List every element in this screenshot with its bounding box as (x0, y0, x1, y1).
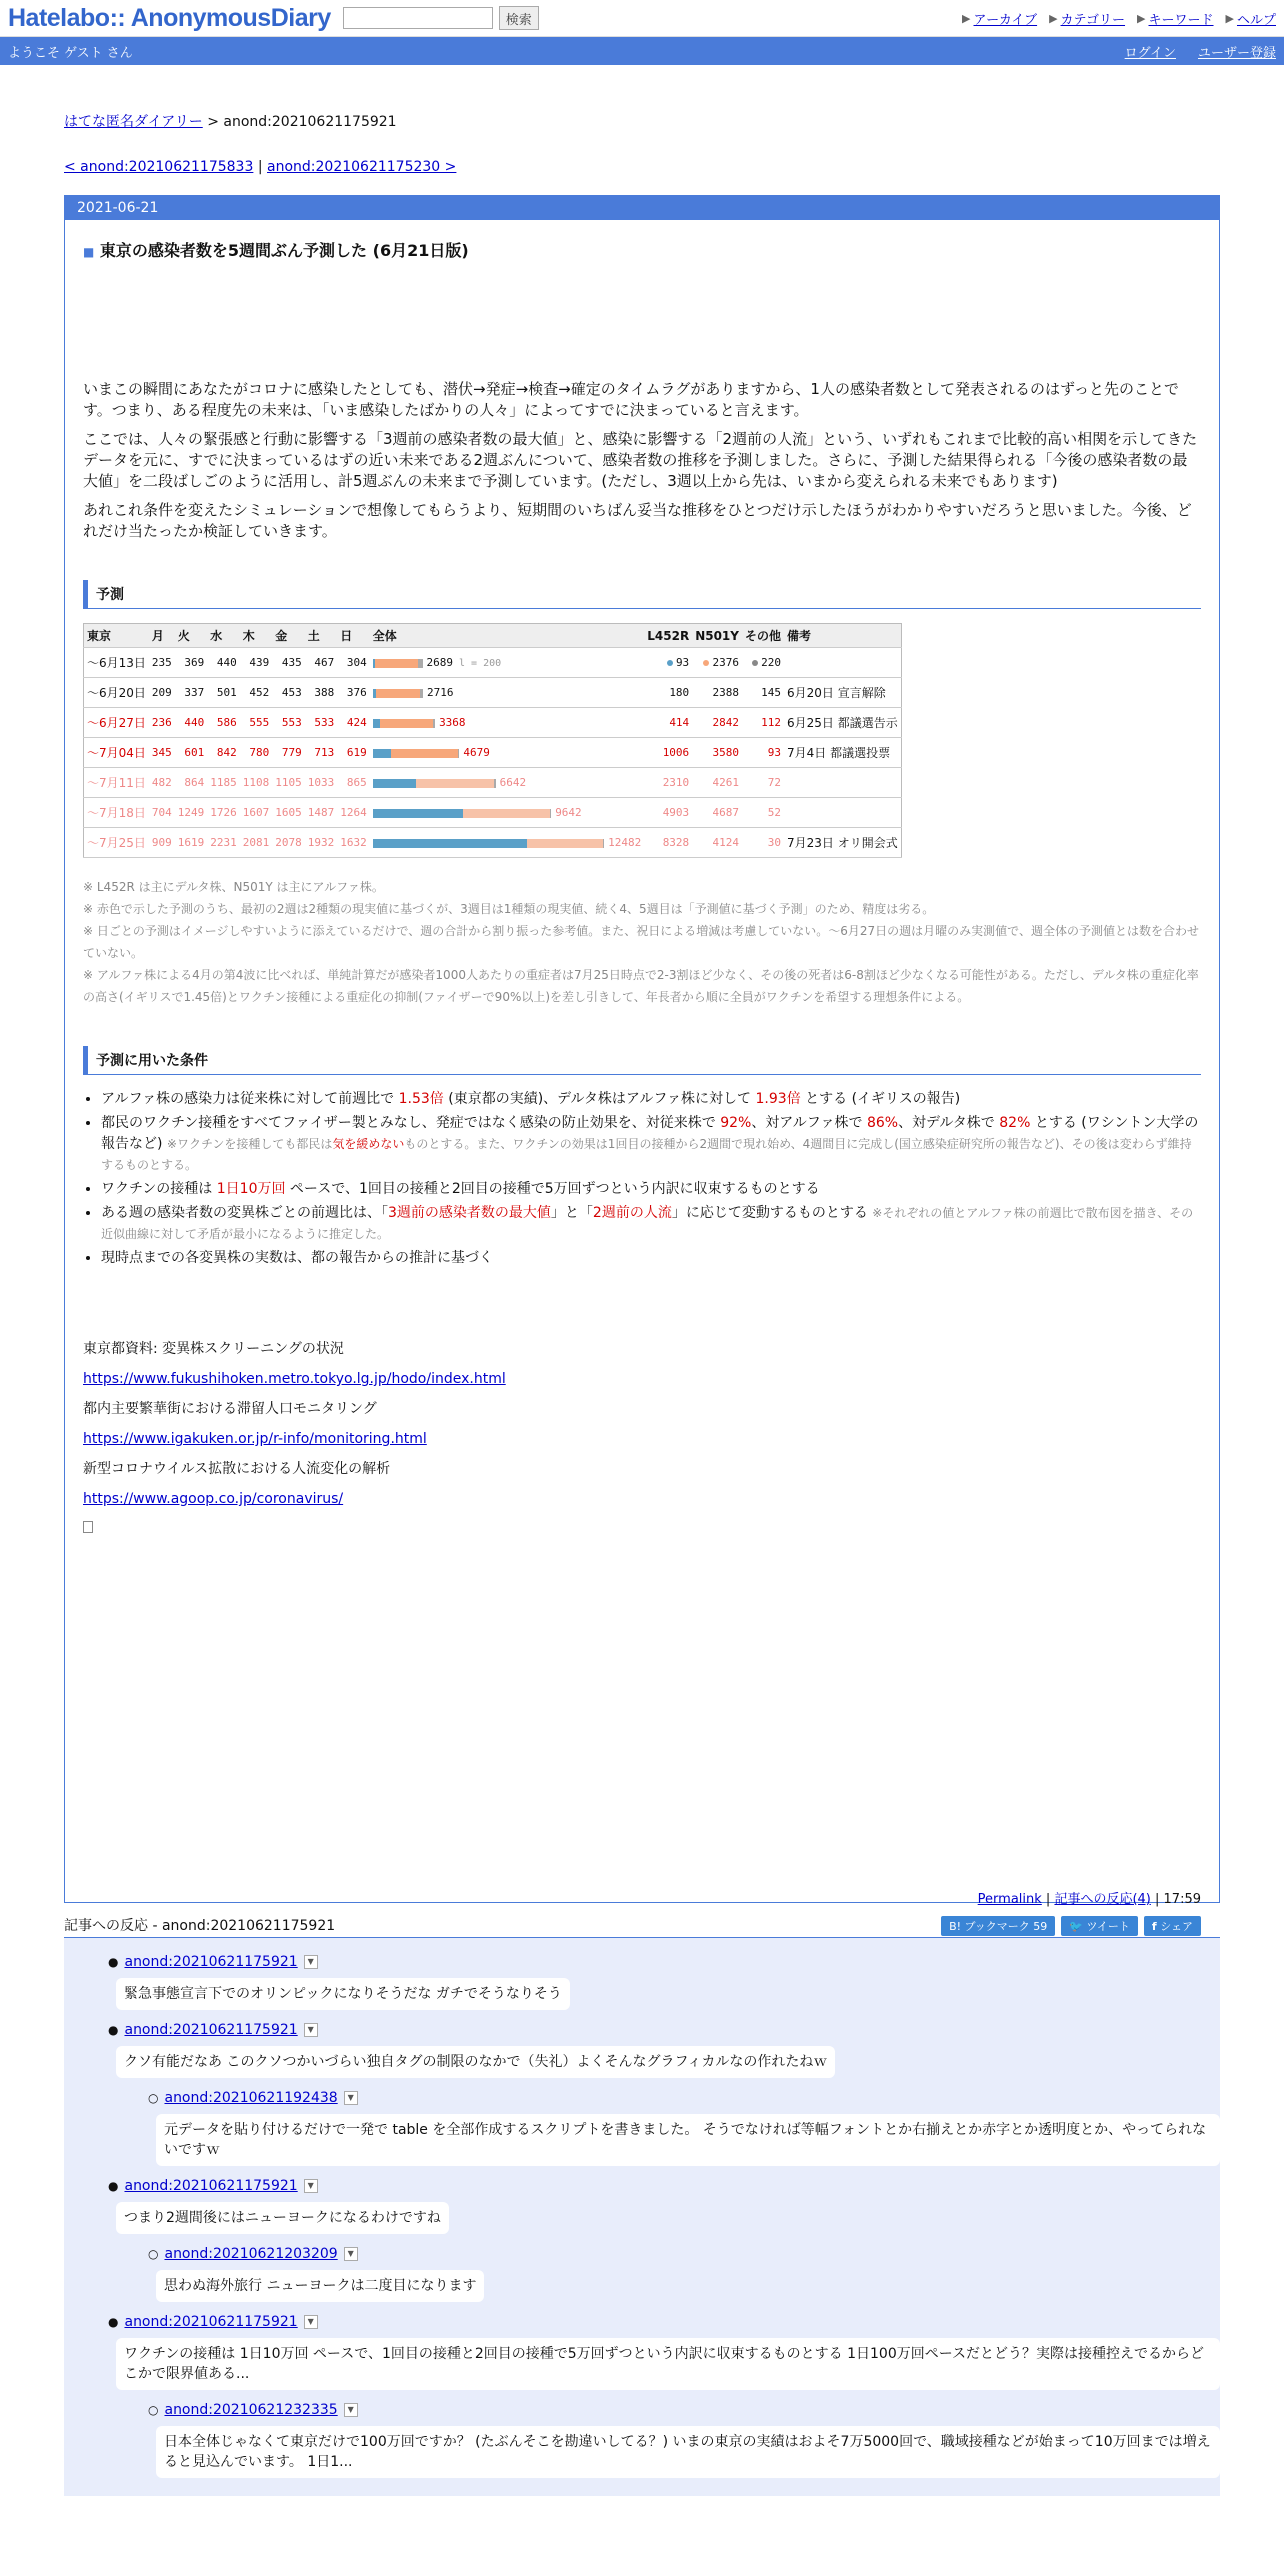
dropdown-icon[interactable]: ▼ (304, 2315, 318, 2329)
bar-n501y (391, 749, 457, 758)
condition-item: • アルファ株の感染力は従来株に対して前週比で 1.53倍 (東京都の実績)、デルタ株はアルファ株に対して 1.93倍 とする (イギリスの報告) (101, 1089, 1201, 1110)
table-cell: 7月23日 オリ開会式 (784, 828, 901, 858)
pager (64, 159, 1220, 175)
table-header: その他 (742, 624, 784, 648)
entry-title-text: 東京の感染者数を5週間ぶん予測した (6月21日版) (99, 241, 469, 260)
user-bar (0, 37, 1284, 65)
dropdown-icon[interactable]: ▼ (344, 2091, 358, 2105)
register-link[interactable]: ユーザー登録 (1197, 45, 1276, 61)
arrow-icon: ▶ (1049, 11, 1058, 25)
variant-value: 414 (669, 716, 690, 729)
reactions-link[interactable]: 記事への反応(4) (1054, 1892, 1151, 1907)
table-cell: 376 (337, 678, 370, 708)
note: ※ アルファ株による4月の第4波に比べれば、単純計算だが感染者1000人あたりの重症者は7月25日時点で2-3割ほど少なく、その後の死者は6-8割ほど少なくなる可能性がある。ただし、デルタ株の重症化率の高さ(イギリスで1.45倍)とワクチン接種による重症化の抑制(ファイザーで90%以上)を差し引きして、年長者から順に全員がワクチンを希望する理想条件による。 (83, 968, 1199, 1004)
variant-value: 4687 (712, 806, 739, 819)
breadcrumb-sep: > (202, 114, 224, 130)
entry (65, 238, 1219, 1544)
search-input[interactable] (343, 7, 493, 29)
table-cell (644, 768, 692, 798)
prediction-table (83, 623, 902, 858)
reaction-link[interactable]: anond:20210621175921 (124, 2022, 298, 2038)
table-cell: 6月20日 宣言解除 (784, 678, 901, 708)
variant-value: 3580 (712, 746, 739, 759)
bar-n501y (375, 659, 419, 668)
variant-value: 93 (767, 746, 781, 759)
total-value: 4679 (463, 746, 490, 759)
variant-value: 52 (767, 806, 781, 819)
table-cell (742, 708, 784, 738)
variant-value: 2388 (712, 686, 739, 699)
table-cell: 533 (305, 708, 338, 738)
dropdown-icon[interactable]: ▼ (304, 1955, 318, 1969)
scale-legend: l = 200 (459, 658, 502, 669)
tweet-button[interactable]: 🐦 ツイート (1061, 1916, 1138, 1936)
table-cell (644, 798, 692, 828)
greeting: ようこそ ゲスト さん (8, 45, 133, 61)
table-header: 水 (207, 624, 240, 648)
table-row (84, 708, 902, 738)
reaction-item (108, 2310, 1220, 2398)
variant-value: 2842 (712, 716, 739, 729)
table-header: 木 (240, 624, 273, 648)
reaction-link[interactable]: anond:20210621232335 (164, 2402, 338, 2418)
top-link[interactable] (1137, 9, 1213, 28)
table-cell (742, 648, 784, 678)
reaction-item (108, 1950, 1220, 2018)
bar-l452r (373, 719, 381, 728)
table-cell: ～7月11日 (84, 768, 149, 798)
table-cell: 1264 (337, 798, 370, 828)
table-header: 月 (149, 624, 175, 648)
note: ※ 日ごとの予測はイメージしやすいように添えているだけで、週の合計から割り振った参考値。また、祝日による増減は考慮していない。～6月27日の週は月曜のみ実測値で、週全体の予測値とは数を合わせていない。 (83, 924, 1199, 960)
table-cell (784, 768, 901, 798)
table-row (84, 768, 902, 798)
table-row (84, 648, 902, 678)
table-row (84, 828, 902, 858)
legend-dot-icon (667, 660, 673, 666)
table-cell: 6月25日 都議選告示 (784, 708, 901, 738)
entry-footer: Permalink | 記事への反応(4) | 17:59 (977, 1892, 1201, 1907)
arrow-icon: ▶ (1137, 11, 1146, 25)
embed-placeholder-icon[interactable] (83, 1521, 93, 1533)
search-button[interactable]: 検索 (499, 6, 539, 30)
table-cell: 865 (337, 768, 370, 798)
table-cell: 601 (175, 738, 208, 768)
sources (83, 1334, 1201, 1544)
table-cell: 619 (337, 738, 370, 768)
table-cell (692, 798, 742, 828)
note: ※ 赤色で示した予測のうち、最初の2週は2種類の現実値に基づくが、3週目は1種類の現実値、続く4、5週目は「予測値に基づく予測」のため、精度は劣る。 (83, 902, 935, 916)
total-value: 3368 (439, 716, 466, 729)
reaction-excerpt: 緊急事態宣言下でのオリンピックになりそうだな ガチでそうなりそう (116, 1978, 570, 2010)
arrow-icon: ▶ (962, 11, 971, 25)
top-link-label[interactable]: ヘルプ (1236, 12, 1276, 28)
table-cell (692, 648, 742, 678)
day-header: 2021-06-21 (65, 196, 1219, 220)
variant-value: 112 (761, 716, 781, 729)
total-value: 12482 (608, 836, 642, 849)
reaction-link[interactable]: anond:20210621192438 (164, 2090, 338, 2106)
table-cell: 1185 (207, 768, 240, 798)
prev-entry-link[interactable]: < anond:20210621175833 (64, 159, 254, 175)
breadcrumb-home[interactable]: はてな匿名ダイアリー (64, 114, 203, 130)
table-cell: 337 (175, 678, 208, 708)
circle-icon: ○ (148, 2091, 159, 2105)
variant-value: 72 (767, 776, 781, 789)
table-header: 土 (305, 624, 338, 648)
table-header: L452R (644, 624, 692, 648)
table-cell (644, 708, 692, 738)
note: ※ L452R は主にデルタ株、N501Y は主にアルファ株。 (83, 880, 384, 894)
bar-n501y (376, 689, 420, 698)
table-cell: 388 (305, 678, 338, 708)
table-cell: 1249 (175, 798, 208, 828)
variant-value: 30 (767, 836, 781, 849)
table-cell: 780 (240, 738, 273, 768)
bullet-icon: ● (108, 2179, 119, 2193)
table-cell (370, 738, 644, 768)
circle-icon: ○ (148, 2247, 159, 2261)
table-cell (370, 768, 644, 798)
bar-other (433, 719, 435, 728)
total-value: 2689 (426, 656, 454, 669)
table-cell (370, 798, 644, 828)
variant-value: 2376 (712, 656, 739, 669)
variant-value: 145 (761, 686, 781, 699)
table-cell: 1033 (305, 768, 338, 798)
table-cell: 439 (240, 648, 273, 678)
arrow-icon: ▶ (1225, 11, 1234, 25)
top-link[interactable] (962, 9, 1037, 28)
reactions (64, 1938, 1220, 2496)
table-row (84, 678, 902, 708)
table-cell: 236 (149, 708, 175, 738)
bar-l452r (373, 779, 416, 788)
reaction-excerpt: つまり2週間後にはニューヨークになるわけですね (116, 2202, 449, 2234)
total-value: 9642 (555, 806, 582, 819)
bar-other (458, 749, 460, 758)
dropdown-icon[interactable]: ▼ (344, 2247, 358, 2261)
top-links (962, 9, 1276, 28)
table-cell: ～6月20日 (84, 678, 149, 708)
square-icon[interactable]: ■ (83, 245, 95, 259)
share-buttons (941, 1916, 1201, 1936)
table-cell: 1632 (337, 828, 370, 858)
table-cell (692, 828, 742, 858)
pager-sep: | (253, 159, 268, 175)
table-cell: 235 (149, 648, 175, 678)
table-cell: 452 (240, 678, 273, 708)
condition-item: • 都民のワクチン接種をすべてファイザー製とみなし、発症ではなく感染の防止効果を、対従来株で 92%、対アルファ株で 86%、対デルタ株で 82% とする (ワシントン大学の報告など) ※ワクチンを接種しても都民は気を緩めないものとする。また、ワクチンの効果は1回目の接種から2週間で現れ始め、4週間目に完成し(国立感染症研究所の報告など)、その後は変わらず維持するものとする。 (101, 1113, 1201, 1176)
table-header: 金 (272, 624, 305, 648)
table-cell (692, 708, 742, 738)
variant-value: 2310 (662, 776, 690, 789)
table-cell: 7月4日 都議選投票 (784, 738, 901, 768)
table-cell (644, 678, 692, 708)
reaction-excerpt: 日本全体じゃなくて東京だけで100万回ですか？ (たぶんそこを勘違いしてる？) いまの東京の実績はおよそ7万5000回で、職域接種などが始まって10万回までは増えると見込んでいます。 1日1... (156, 2426, 1220, 2478)
bar-other (494, 779, 495, 788)
bar-n501y (380, 719, 433, 728)
variant-value: 1006 (662, 746, 690, 759)
notes (83, 876, 1201, 1008)
table-cell: 304 (337, 648, 370, 678)
table-cell: 424 (337, 708, 370, 738)
condition-item: • 現時点までの各変異株の実数は、都の報告からの推計に基づく (101, 1248, 1201, 1269)
source-link[interactable]: https://www.agoop.co.jp/coronavirus/ (83, 1491, 344, 1507)
table-cell: 1932 (305, 828, 338, 858)
table-header: N501Y (692, 624, 742, 648)
table-cell: 467 (305, 648, 338, 678)
table-cell: 713 (305, 738, 338, 768)
reaction-link[interactable]: anond:20210621175921 (124, 1954, 298, 1970)
source-link[interactable]: https://www.igakuken.or.jp/r-info/monitoring.html (83, 1431, 427, 1447)
conditions-list (83, 1089, 1201, 1269)
bar-n501y (416, 779, 495, 788)
table-header: 備考 (784, 624, 901, 648)
paragraph: いまこの瞬間にあなたがコロナに感染したとしても、潜伏→発症→検査→確定のタイムラグがありますから、1人の感染者数として発表されるのはずっと先のことです。つまり、ある程度先の未来は、「いま感染したばかりの人々」によってすでに決まっていると言えます。 (83, 380, 1180, 419)
bar-other (550, 809, 551, 818)
table-cell: 842 (207, 738, 240, 768)
table-row (84, 798, 902, 828)
bar-l452r (373, 749, 392, 758)
paragraph: あれこれ条件を変えたシミュレーションで想像してもらうより、短期間のいちばん妥当な推移をひとつだけ示したほうがわかりやすいだろうと思いました。今後、どれだけ当たったか検証していきます。 (83, 501, 1192, 540)
top-link[interactable] (1226, 9, 1276, 28)
top-link-label[interactable]: カテゴリー (1060, 12, 1126, 28)
reaction-reply (148, 2086, 1220, 2174)
table-row (84, 738, 902, 768)
condition-item: • ある週の感染者数の変異株ごとの前週比は、「3週前の感染者数の最大値」と「2週前の人流」に応じて変動するものとする ※それぞれの値とアルファ株の前週比で散布図を描き、その近似曲線に対して矛盾が最小になるように推定した。 (101, 1203, 1201, 1245)
paragraph: ここでは、人々の緊張感と行動に影響する「3週前の感染者数の最大値」と、感染に影響する「2週前の人流」という、いずれもこれまで比較的高い相関を示してきたデータを元に、すでに決まっているはずの近い未来である2週ぶんについて、感染者数の推移を予測しました。さらに、予測した結果得られる「今後の感染者数の最大値」を二段ばしごのように活用し、計5週ぶんの未来まで予測しています。(ただし、3週以上から先は、いまから変えられる未来でもあります) (83, 430, 1198, 490)
source-label: 東京都資料: 変異株スクリーニングの状況 (83, 1341, 344, 1357)
table-cell: 864 (175, 768, 208, 798)
table-cell: 453 (272, 678, 305, 708)
table-cell: 440 (175, 708, 208, 738)
reaction-excerpt: クソ有能だなあ このクソつかいづらい独自タグの制限のなかで（失礼）よくそんなグラフィカルなの作れたねｗ (116, 2046, 835, 2078)
section-heading-prediction: 予測 (83, 580, 1201, 609)
table-header: 火 (175, 624, 208, 648)
bullet-icon: ● (108, 2023, 119, 2037)
legend-dot-icon (752, 660, 758, 666)
table-cell (370, 708, 644, 738)
variant-value: 180 (669, 686, 690, 699)
main (64, 111, 1220, 2496)
table-cell: 1487 (305, 798, 338, 828)
entry-title (83, 238, 1201, 261)
bar-other (420, 689, 423, 698)
source-label: 都内主要繁華街における滞留人口モニタリング (83, 1401, 377, 1417)
table-cell: 2078 (272, 828, 305, 858)
bar-other (603, 839, 604, 848)
facebook-icon: f (1151, 1920, 1157, 1933)
table-cell: 1619 (175, 828, 208, 858)
table-cell (644, 738, 692, 768)
bar-l452r (373, 839, 527, 848)
login-link[interactable]: ログイン (1124, 45, 1176, 61)
table-cell: ～6月27日 (84, 708, 149, 738)
table-cell: 1108 (240, 768, 273, 798)
dropdown-icon[interactable]: ▼ (344, 2403, 358, 2417)
dropdown-icon[interactable]: ▼ (304, 2023, 318, 2037)
legend-dot-icon (703, 660, 709, 666)
table-cell: 2081 (240, 828, 273, 858)
table-cell: ～7月25日 (84, 828, 149, 858)
reaction-reply (148, 2242, 1220, 2310)
dropdown-icon[interactable]: ▼ (304, 2179, 318, 2193)
table-cell: 553 (272, 708, 305, 738)
top-link[interactable] (1049, 9, 1125, 28)
bookmark-button[interactable]: B! ブックマーク 59 (941, 1916, 1055, 1936)
table-header: 東京 (84, 624, 149, 648)
reaction-item (108, 2018, 1220, 2086)
table-cell: 345 (149, 738, 175, 768)
table-cell (692, 738, 742, 768)
table-cell: ～6月13日 (84, 648, 149, 678)
top-link-label[interactable]: キーワード (1148, 12, 1214, 28)
table-cell (370, 828, 644, 858)
bar-l452r (373, 809, 464, 818)
table-cell: 209 (149, 678, 175, 708)
table-cell: 909 (149, 828, 175, 858)
reaction-excerpt: ワクチンの接種は 1日10万回 ペースで、1回目の接種と2回目の接種で5万回ずつという内訳に収束するものとする 1日100万回ペースだとどう？実際は接種控えでるからどこかで限界値ある... (116, 2338, 1220, 2390)
entry-time: 17:59 (1163, 1892, 1201, 1907)
circle-icon: ○ (148, 2403, 159, 2417)
reaction-link[interactable]: anond:20210621203209 (164, 2246, 338, 2262)
site-logo[interactable]: Hatelabo:: AnonymousDiary (8, 3, 331, 32)
source-link[interactable]: https://www.fukushihoken.metro.tokyo.lg.jp/hodo/index.html (83, 1371, 506, 1387)
table-cell: 1726 (207, 798, 240, 828)
permalink[interactable]: Permalink (977, 1892, 1042, 1907)
table-cell: 1605 (272, 798, 305, 828)
twitter-icon: 🐦 (1069, 1920, 1083, 1933)
table-cell (784, 798, 901, 828)
table-cell (644, 828, 692, 858)
reactions-title: 記事への反応 - anond:20210621175921 (64, 1913, 1220, 1938)
table-cell (742, 828, 784, 858)
table-cell (742, 738, 784, 768)
variant-value: 4124 (712, 836, 739, 849)
breadcrumb (64, 111, 1220, 131)
bar-other (418, 659, 422, 668)
facebook-share-button[interactable]: f シェア (1144, 1916, 1201, 1936)
table-cell: 779 (272, 738, 305, 768)
breadcrumb-current: anond:20210621175921 (223, 114, 397, 130)
bullet-icon: ● (108, 2315, 119, 2329)
table-cell (692, 678, 742, 708)
table-cell: 1607 (240, 798, 273, 828)
variant-value: 8328 (662, 836, 690, 849)
table-cell: 1105 (272, 768, 305, 798)
table-header: 日 (337, 624, 370, 648)
reaction-excerpt: 元データを貼り付けるだけで一発で table を全部作成するスクリプトを書きました。 そうでなければ等幅フォントとか右揃えとか赤字とか透明度とか、やってられないですｗ (156, 2114, 1220, 2166)
table-cell: 586 (207, 708, 240, 738)
table-cell: ～7月18日 (84, 798, 149, 828)
table-cell: 440 (207, 648, 240, 678)
reaction-link[interactable]: anond:20210621175921 (124, 2178, 298, 2194)
top-bar (0, 0, 1284, 37)
source-label: 新型コロナウイルス拡散における人流変化の解析 (83, 1461, 391, 1477)
reaction-reply (148, 2398, 1220, 2486)
reaction-excerpt: 思わぬ海外旅行 ニューヨークは二度目になります (156, 2270, 484, 2302)
table-cell (742, 768, 784, 798)
table-cell: 704 (149, 798, 175, 828)
bar-n501y (463, 809, 550, 818)
variant-value: 4903 (662, 806, 690, 819)
table-cell: 2231 (207, 828, 240, 858)
table-cell: 555 (240, 708, 273, 738)
top-link-label[interactable]: アーカイブ (973, 12, 1038, 28)
table-cell: 369 (175, 648, 208, 678)
total-value: 2716 (426, 686, 454, 699)
table-cell (784, 648, 901, 678)
table-cell (370, 648, 644, 678)
table-cell (742, 798, 784, 828)
bar-n501y (527, 839, 603, 848)
table-cell: 482 (149, 768, 175, 798)
variant-value: 93 (675, 656, 690, 669)
condition-item: • ワクチンの接種は 1日10万回 ペースで、1回目の接種と2回目の接種で5万回ずつという内訳に収束するものとする (101, 1179, 1201, 1200)
section-heading-conditions: 予測に用いた条件 (83, 1046, 1201, 1075)
table-cell (742, 678, 784, 708)
variant-value: 4261 (712, 776, 739, 789)
variant-value: 220 (761, 656, 781, 669)
table-cell: ～7月04日 (84, 738, 149, 768)
table-cell: 435 (272, 648, 305, 678)
total-value: 6642 (499, 776, 527, 789)
reaction-link[interactable]: anond:20210621175921 (124, 2314, 298, 2330)
table-cell (370, 678, 644, 708)
table-cell: 501 (207, 678, 240, 708)
bullet-icon: ● (108, 1955, 119, 1969)
table-cell (692, 768, 742, 798)
table-header: 全体 (370, 624, 644, 648)
table-cell (644, 648, 692, 678)
reaction-item (108, 2174, 1220, 2242)
next-entry-link[interactable]: anond:20210621175230 > (267, 159, 457, 175)
